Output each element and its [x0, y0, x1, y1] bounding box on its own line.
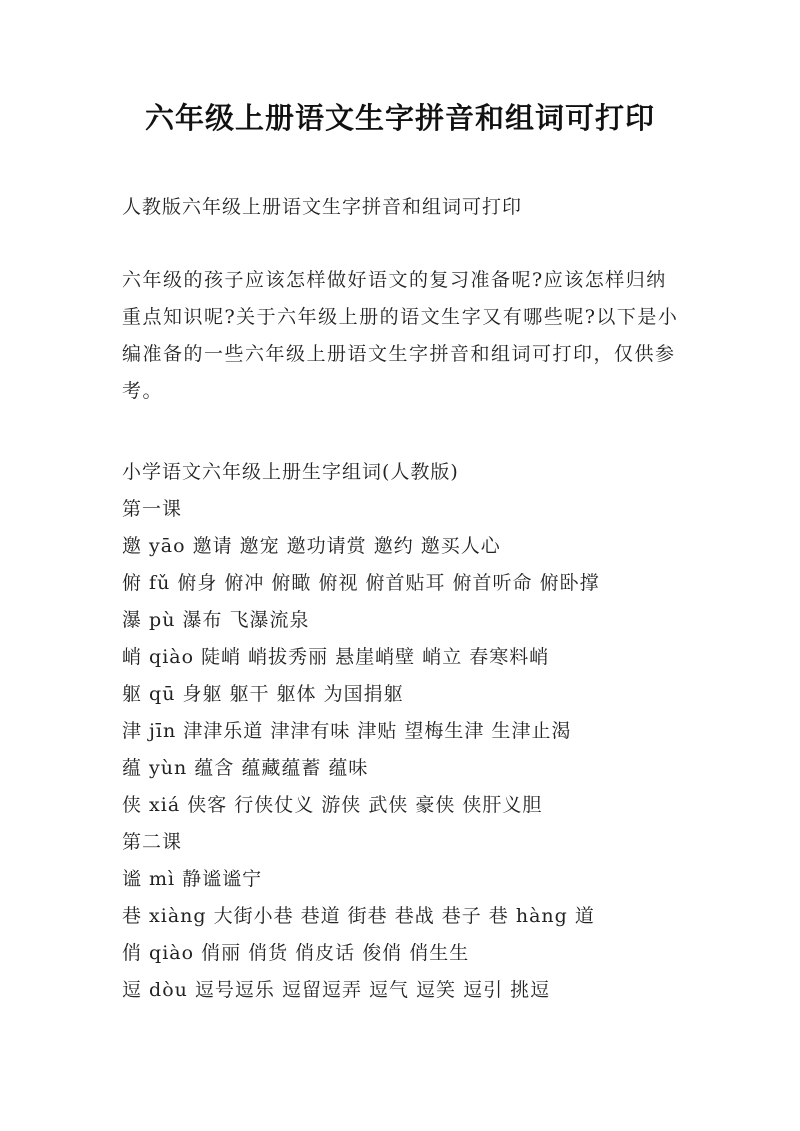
vocab-line: 逗 dòu 逗号逗乐 逗留逗弄 逗气 逗笑 逗引 挑逗 — [122, 979, 551, 1001]
vocab-line: 瀑 pù 瀑布 飞瀑流泉 — [122, 609, 310, 631]
vocab-line: 峭 qiào 陡峭 峭拔秀丽 悬崖峭壁 峭立 春寒料峭 — [122, 646, 550, 668]
section-heading: 小学语文六年级上册生字组词(人教版) — [122, 461, 459, 483]
intro-paragraph: 六年级的孩子应该怎样做好语文的复习准备呢?应该怎样归纳重点知识呢?关于六年级上册的语文生字又有哪些呢?以下是小编准备的一些六年级上册语文生字拼音和组词可打印，仅供参考。 — [122, 269, 679, 402]
document-title: 六年级上册语文生字拼音和组词可打印 — [144, 101, 655, 135]
lesson-heading: 第二课 — [122, 831, 183, 853]
vocab-line: 俯 fǔ 俯身 俯冲 俯瞰 俯视 俯首贴耳 俯首听命 俯卧撑 — [122, 572, 600, 594]
vocab-line: 侠 xiá 侠客 行侠仗义 游侠 武侠 豪侠 侠肝义胆 — [122, 794, 543, 816]
vocab-line: 巷 xiàng 大街小巷 巷道 街巷 巷战 巷子 巷 hàng 道 — [122, 905, 595, 927]
lesson-heading: 第一课 — [122, 498, 183, 520]
vocab-line: 蕴 yùn 蕴含 蕴藏蕴蓄 蕴味 — [122, 757, 369, 779]
document-subtitle: 人教版六年级上册语文生字拼音和组词可打印 — [122, 196, 523, 218]
vocab-line: 谧 mì 静谧谧宁 — [122, 868, 263, 890]
vocabulary-section — [122, 454, 702, 1009]
vocab-line: 津 jīn 津津乐道 津津有味 津贴 望梅生津 生津止渴 — [122, 720, 572, 742]
vocab-line: 俏 qiào 俏丽 俏货 俏皮话 俊俏 俏生生 — [122, 942, 470, 964]
vocab-line: 躯 qū 身躯 躯干 躯体 为国捐躯 — [122, 683, 404, 705]
vocab-line: 邀 yāo 邀请 邀宠 邀功请赏 邀约 邀买人心 — [122, 535, 501, 557]
